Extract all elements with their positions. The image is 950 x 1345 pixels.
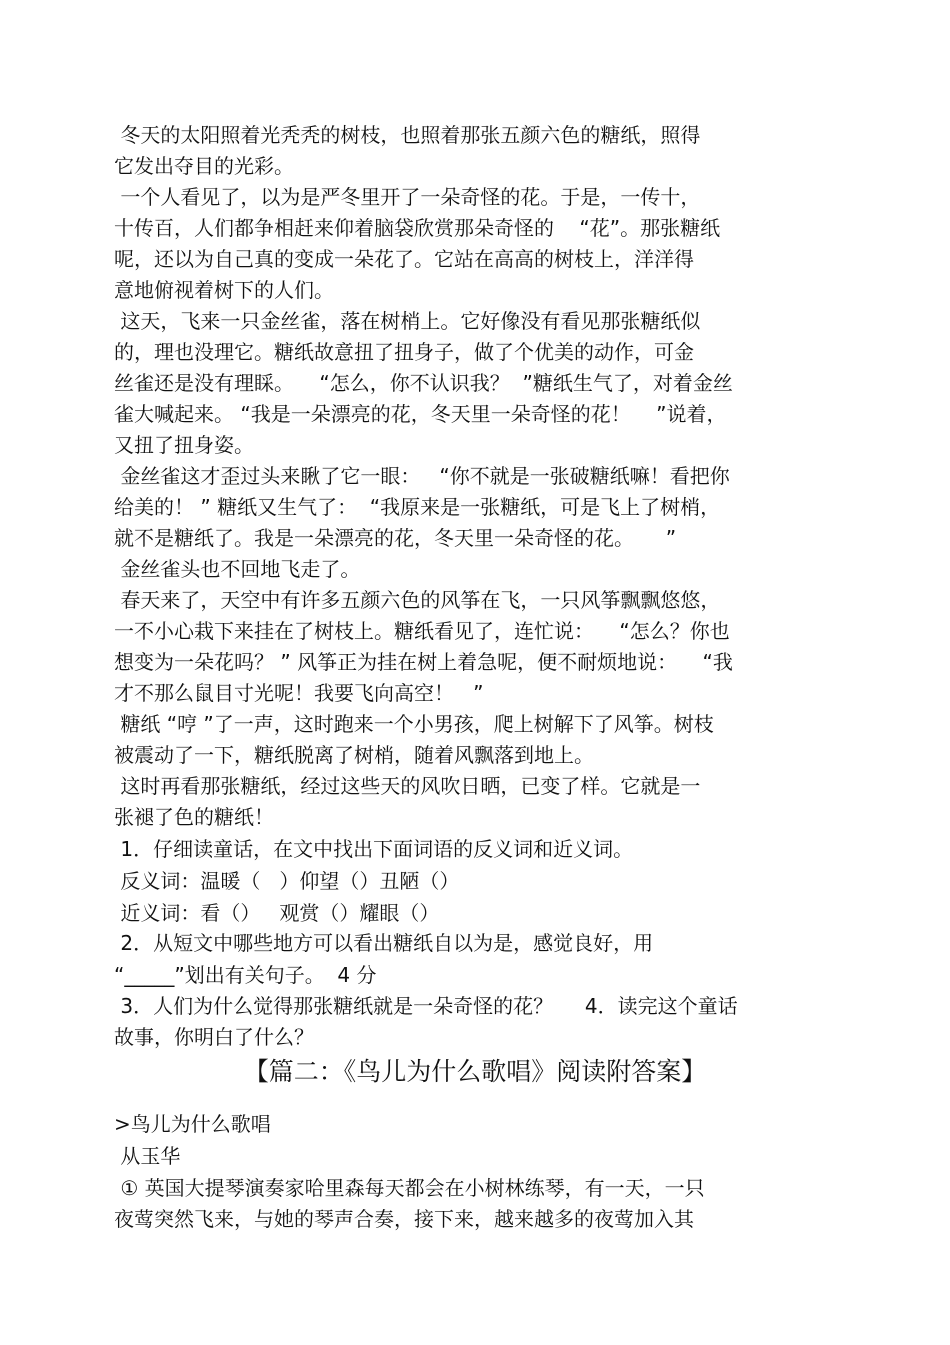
text-line: 金丝雀头也不回地飞走了。 [114,557,361,581]
text-line: 冬天的太阳照着光秃秃的树枝，也照着那张五颜六色的糖纸，照得 [114,123,701,147]
text-line: 想变为一朵花吗？ ” 风筝正为挂在树上着急呢，便不耐烦地说： “我 [114,650,733,674]
text-line: 十传百，人们都争相赶来仰着脑袋欣赏那朵奇怪的 “花”。那张糖纸 [114,216,721,240]
text-line: 这时再看那张糖纸，经过这些天的风吹日晒，已变了样。它就是一 [114,774,701,798]
text-line: “_____”划出有关句子。 4 分 [114,963,377,987]
text-line: 的，理也没理它。糖纸故意扭了扭身子，做了个优美的动作，可金 [114,340,694,364]
section-title: 【篇二：《鸟儿为什么歌唱》阅读附答案】 [243,1057,707,1086]
text-line: 才不那么鼠目寸光呢！我要飞向高空！ ” [114,681,484,705]
antonym-line: 反义词：温暖（ ）仰望（）丑陋（） [114,869,460,893]
text-line: 一不小心栽下来挂在了树枝上。糖纸看见了，连忙说： “怎么？你也 [114,619,730,643]
text-line: 就不是糖纸了。我是一朵漂亮的花，冬天里一朵奇怪的花。 ” [114,526,677,550]
text-line: ① 英国大提琴演奏家哈里森每天都会在小树林练琴，有一天，一只 [114,1176,705,1200]
text-line: 糖纸 “哼 ”了一声，这时跑来一个小男孩，爬上树解下了风筝。树枝 [114,712,714,736]
text-line: 被震动了一下，糖纸脱离了树梢，随着风飘落到地上。 [114,743,594,767]
question-1: 1．仔细读童话，在文中找出下面词语的反义词和近义词。 [114,837,634,861]
text-line: 金丝雀这才歪过头来瞅了它一眼： “你不就是一张破糖纸嘛！看把你 [114,464,730,488]
text-line: 故事，你明白了什么？ [114,1025,314,1049]
text-line: 春天来了，天空中有许多五颜六色的风筝在飞，一只风筝飘飘悠悠， [114,588,721,612]
text-line: 呢，还以为自己真的变成一朵花了。它站在高高的树枝上，洋洋得 [114,247,694,271]
text-line: 夜莺突然飞来，与她的琴声合奏，接下来，越来越多的夜莺加入其 [114,1207,694,1231]
text-line: 雀大喊起来。 “我是一朵漂亮的花，冬天里一朵奇怪的花！ ”说着， [114,402,727,426]
synonym-line: 近义词：看（） 观赏（）耀眼（） [114,901,440,925]
text-line: 张褪了色的糖纸！ [114,805,274,829]
text-line: 意地俯视着树下的人们。 [114,278,334,302]
article-title: >鸟儿为什么歌唱 [114,1112,271,1136]
text-line: 这天，飞来一只金丝雀，落在树梢上。它好像没有看见那张糖纸似 [114,309,701,333]
article-author: 从玉华 [114,1144,181,1168]
text-line: 给美的！ ” 糖纸又生气了： “我原来是一张糖纸，可是飞上了树梢， [114,495,721,519]
question-2: 2．从短文中哪些地方可以看出糖纸自以为是，感觉良好，用 [114,931,654,955]
text-line: 丝雀还是没有理睬。 “怎么，你不认识我？ ”糖纸生气了，对着金丝 [114,371,733,395]
text-line: 它发出夺目的光彩。 [114,154,294,178]
text-line: 一个人看见了，以为是严冬里开了一朵奇怪的花。于是，一传十， [114,185,701,209]
text-line: 又扭了扭身姿。 [114,433,254,457]
question-3-4: 3．人们为什么觉得那张糖纸就是一朵奇怪的花？ 4．读完这个童话 [114,994,738,1018]
